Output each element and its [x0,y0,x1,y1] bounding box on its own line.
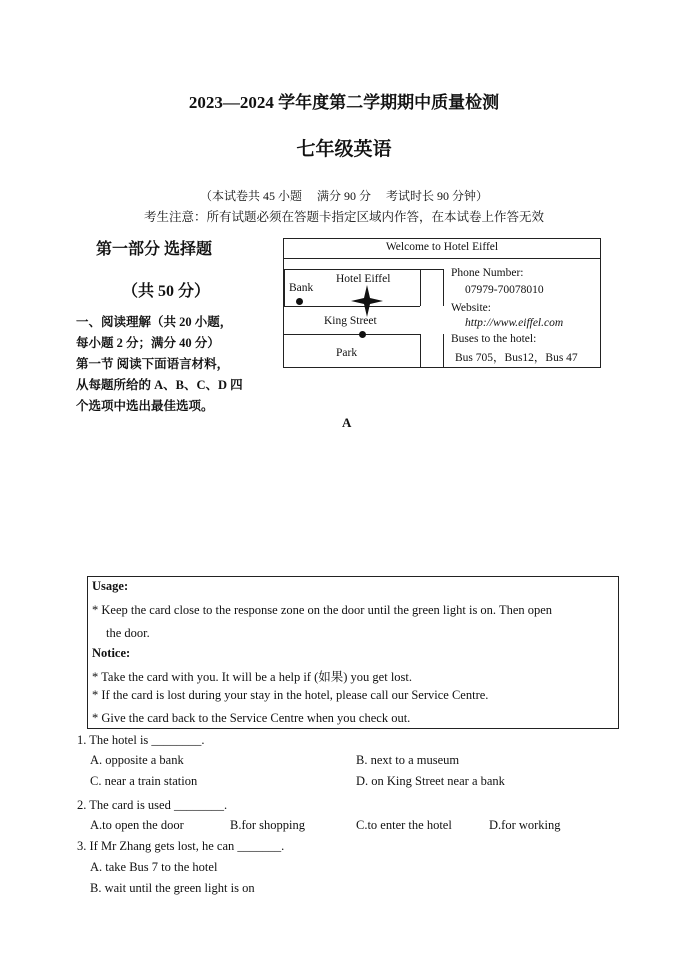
park-marker [359,331,366,338]
card-heading: Welcome to Hotel Eiffel [385,241,499,253]
website-label: Website: [451,302,491,314]
notice-title: Notice: [92,646,131,660]
hotel-label: Hotel Eiffel [336,273,391,285]
buses-list: Bus 705，Bus12，Bus 47 [455,352,578,364]
section-line: 从每题所给的 A、B、C、D 四 [76,378,243,392]
road-line [284,269,420,270]
road-line [284,269,285,306]
part-title: 第一部分 选择题 [96,241,213,258]
exam-info: （本试卷共 45 小题 满分 90 分 考试时长 90 分钟） [199,189,488,203]
question-stem: 3. If Mr Zhang gets lost, he can _______. [77,839,285,853]
question-option: B.for shopping [230,818,305,832]
usage-box [87,576,619,729]
question-stem: 1. The hotel is ________. [77,733,205,747]
usage-title: Usage: [92,579,129,593]
subject-title: 七年级英语 [296,139,392,160]
notice-item: * Take the card with you. It will be a help if (如果) you get lost. [92,670,413,684]
phone-label: Phone Number: [451,267,524,279]
road-line [443,334,444,368]
phone-number: 07979-70078010 [465,284,544,296]
question-option: A. opposite a bank [90,753,184,767]
section-instructions [76,312,243,417]
question-option: C.to enter the hotel [356,818,452,832]
question-stem: 2. The card is used ________. [77,798,228,812]
question-option: A. take Bus 7 to the hotel [90,860,218,874]
section-line: 第一节 阅读下面语言材料， [76,357,230,371]
road-line [420,269,421,306]
road-line [443,269,444,306]
hotel-map-card [283,238,601,368]
bank-marker [296,298,303,305]
part-score: （共 50 分） [122,283,211,300]
section-line: 个选项中选出最佳选项。 [76,399,214,413]
road-line [420,334,421,368]
buses-label: Buses to the hotel: [451,333,537,345]
question-option: C. near a train station [90,774,198,788]
passage-label: A [342,415,352,430]
compass-icon [351,285,383,317]
section-line: 每小题 2 分；满分 40 分） [76,336,220,350]
section-line: 一、阅读理解（共 20 小题， [76,315,233,329]
usage-line: the door. [106,626,150,640]
exam-title: 2023—2024 学年度第二学期期中质量检测 [188,93,500,112]
street-label: King Street [324,315,377,327]
question-option: D.for working [489,818,561,832]
question-option: D. on King Street near a bank [356,774,505,788]
notice-item: * Give the card back to the Service Centre when you check out. [92,711,411,725]
question-option: B. next to a museum [356,753,460,767]
card-divider [284,258,600,259]
notice-item: * If the card is lost during your stay in the hotel, please call our Service Centre. [92,688,489,702]
road-line [420,269,443,270]
usage-line: * Keep the card close to the response zone on the door until the green light is on. Then open [92,603,553,617]
website-url: http://www.eiffel.com [465,317,564,329]
bank-label: Bank [289,282,314,294]
question-option: B. wait until the green light is on [90,881,255,895]
exam-notice: 考生注意：所有试题必须在答题卡指定区域内作答，在本试卷上作答无效 [143,210,544,224]
road-line [284,334,420,335]
question-option: A.to open the door [90,818,184,832]
park-label: Park [336,347,358,359]
